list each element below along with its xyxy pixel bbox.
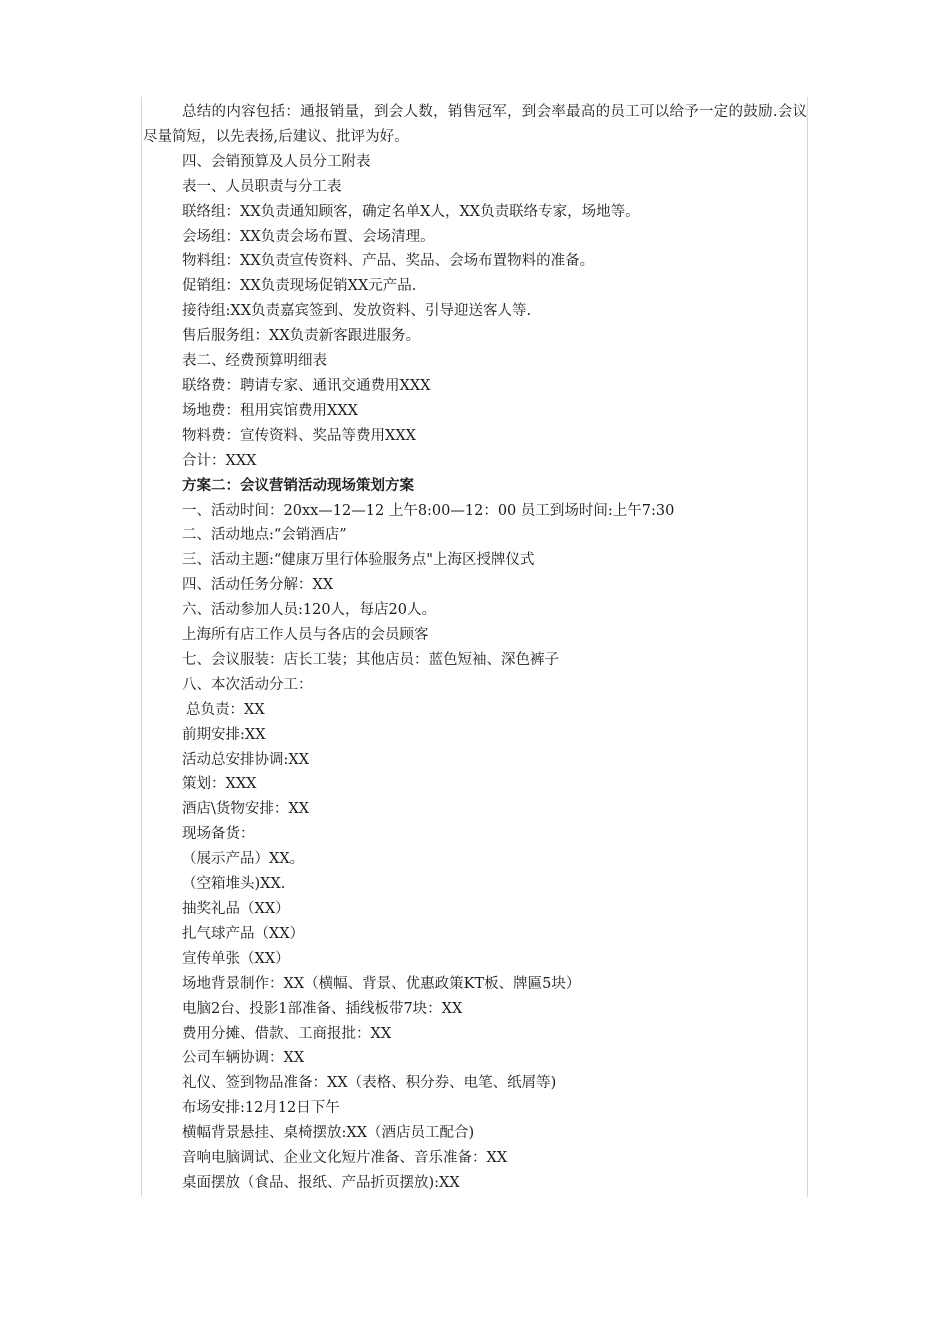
text-line: 前期安排:XX <box>182 726 266 743</box>
text-line: 策划：XXX <box>182 776 257 793</box>
text-line: 公司车辆协调：XX <box>182 1050 305 1067</box>
text-line: 场地费：租用宾馆费用XXX <box>182 402 358 419</box>
text-line: 七、会议服装：店长工装；其他店员：蓝色短袖、深色裤子 <box>182 651 559 668</box>
text-line: 场地背景制作：XX（横幅、背景、优惠政策KT板、牌匾5块） <box>182 975 581 992</box>
text-line: 音响电脑调试、企业文化短片准备、音乐准备：XX <box>182 1150 508 1167</box>
text-line: 费用分摊、借款、工商报批：XX <box>182 1025 392 1042</box>
text-line: 总负责：XX <box>186 701 265 718</box>
text-line: 布场安排:12月12日下午 <box>182 1100 340 1117</box>
text-line: 一、活动时间：20xx—12—12 上午8:00—12：00 员工到场时间:上午7:30 <box>182 502 675 519</box>
text-line: 八、本次活动分工： <box>182 676 313 693</box>
text-line: 宣传单张（XX） <box>182 950 290 967</box>
text-line: 礼仪、签到物品准备：XX（表格、积分券、电笔、纸屑等) <box>182 1075 557 1092</box>
text-line: 桌面摆放（食品、报纸、产品折页摆放):XX <box>182 1174 460 1191</box>
text-line: 物料组：XX负责宣传资料、产品、奖品、会场布置物料的准备。 <box>182 253 595 270</box>
text-line: 横幅背景悬挂、桌椅摆放:XX（酒店员工配合) <box>182 1125 475 1142</box>
text-line: 售后服务组：XX负责新客跟进服务。 <box>182 328 421 345</box>
text-line: 联络组：XX负责通知顾客，确定名单X人，XX负责联络专家，场地等。 <box>182 203 640 220</box>
text-line: 四、活动任务分解：XX <box>182 577 334 594</box>
text-line: 联络费：聘请专家、通讯交通费用XXX <box>182 377 431 394</box>
text-line: 会场组：XX负责会场布置、会场清理。 <box>182 228 435 245</box>
text-line: 活动总安排协调:XX <box>182 751 310 768</box>
text-line: 抽奖礼品（XX） <box>182 901 290 917</box>
text-line: 四、会销预算及人员分工附表 <box>182 153 371 170</box>
document-lines <box>143 150 807 1196</box>
text-line: （展示产品）XX。 <box>182 851 305 868</box>
text-line: 六、活动参加人员:120人，每店20人。 <box>182 602 437 619</box>
text-line: 表一、人员职责与分工表 <box>182 178 342 195</box>
text-line: 物料费：宣传资料、奖品等费用XXX <box>182 427 416 444</box>
text-line: 扎气球产品（XX） <box>182 925 305 942</box>
text-line: 电脑2台、投影1部准备、插线板带7块：XX <box>182 1000 463 1017</box>
text-line: 酒店\货物安排：XX <box>182 801 310 818</box>
section-heading: 方案二：会议营销活动现场策划方案 <box>182 476 414 494</box>
text-line: 上海所有店工作人员与各店的会员顾客 <box>182 627 429 644</box>
text-line: 现场备货： <box>182 826 255 843</box>
text-line: 二、活动地点:“会销酒店” <box>182 527 347 544</box>
text-line: 三、活动主题:“健康万里行体验服务点"上海区授牌仪式 <box>182 552 535 569</box>
intro-paragraph: 总结的内容包括：通报销量，到会人数，销售冠军，到会率最高的员工可以给予一定的鼓励.会议尽量简短，以先表扬,后建议、批评为好。 <box>143 104 807 145</box>
text-line: 表二、经费预算明细表 <box>182 353 327 370</box>
text-line: （空箱堆头)XX. <box>182 876 286 893</box>
text-line: 接待组:XX负责嘉宾签到、发放资料、引导迎送客人等. <box>182 303 532 320</box>
text-line: 合计：XXX <box>182 452 257 469</box>
document-body <box>143 100 807 1196</box>
text-line: 促销组：XX负责现场促销XX元产品. <box>182 278 417 295</box>
